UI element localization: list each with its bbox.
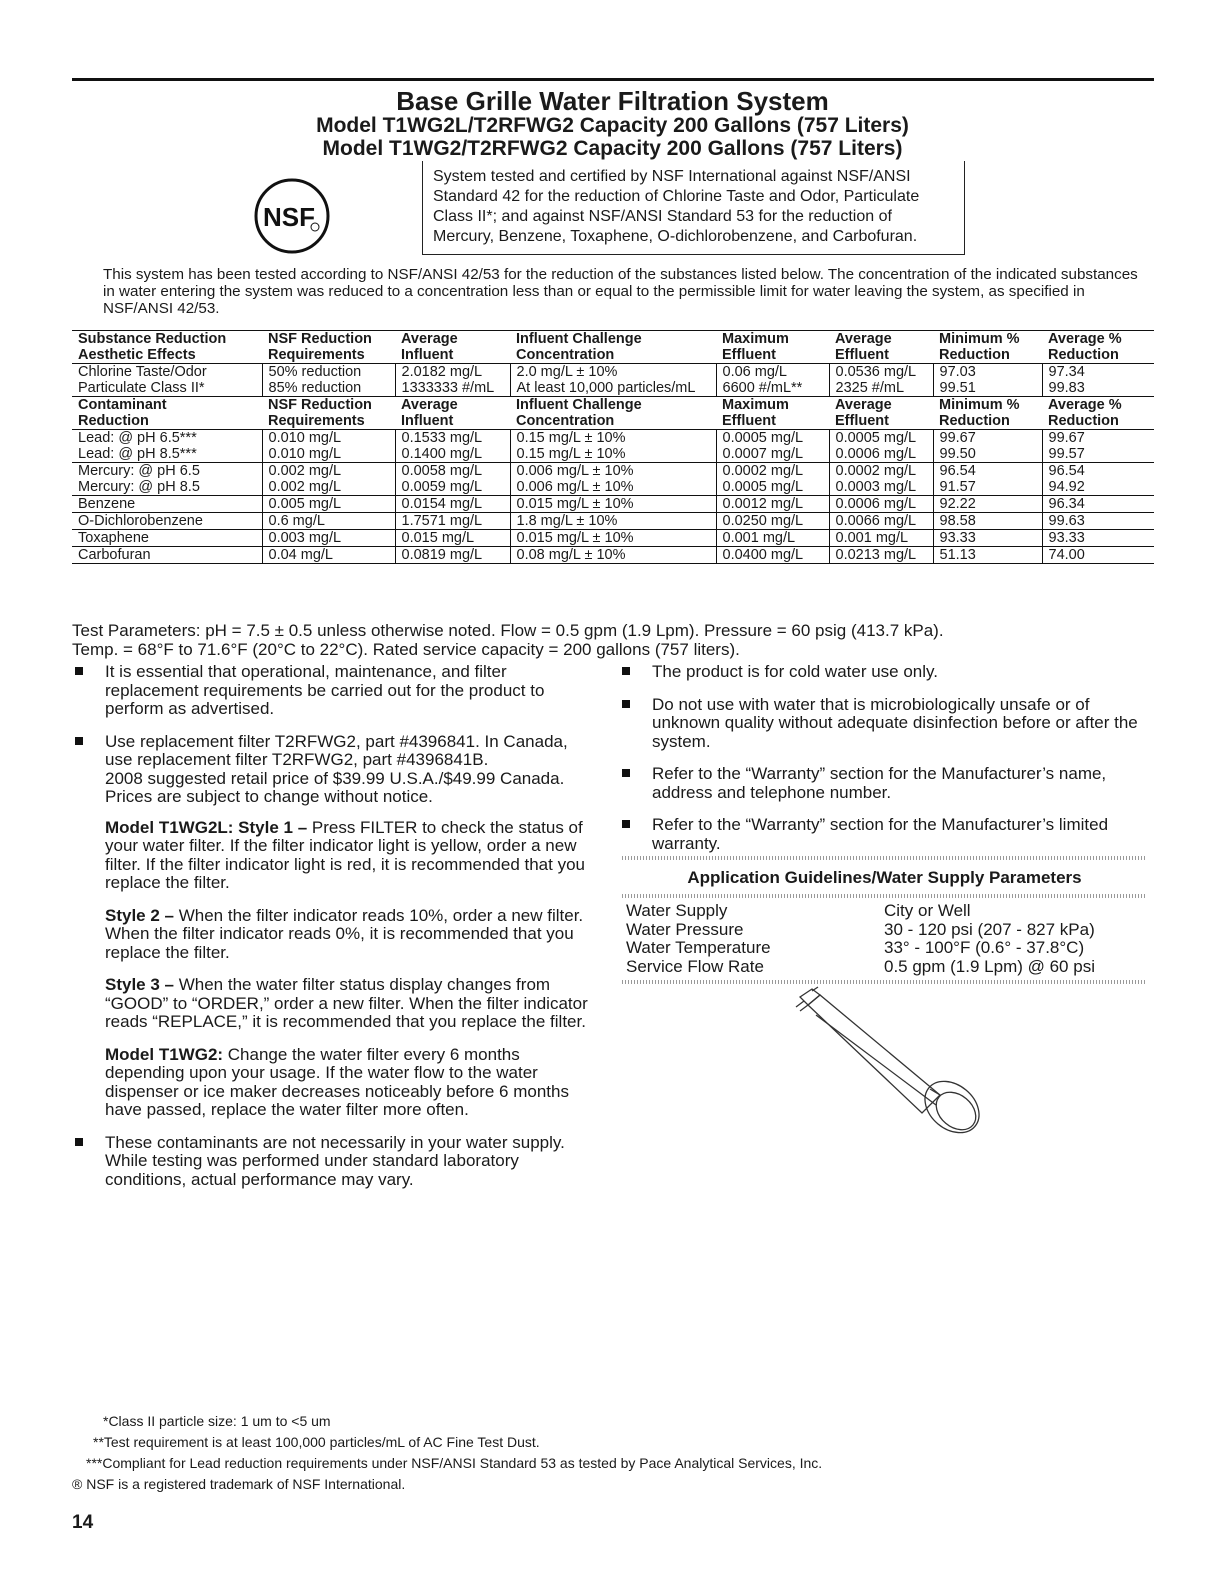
bullet-icon <box>622 769 630 777</box>
table-cell: Chlorine Taste/Odor Particulate Class II* <box>72 364 262 397</box>
style-2-text: When the filter indicator reads 10%, order a new filter. When the filter indicator reads 0%, it is recommended that you replace the filter. <box>105 905 584 962</box>
table-cell: 1.7571 mg/L <box>395 513 510 530</box>
table-cell: 0.0250 mg/L <box>716 513 829 530</box>
parameter-name: Water Supply <box>626 901 728 920</box>
style-1-paragraph <box>75 819 595 893</box>
table-cell: Toxaphene <box>72 530 262 547</box>
style-3-text: When the water filter status display changes from “GOOD” to “ORDER,” order a new filter. When the filter indicator reads “REPLACE,” it is recommended that you replace the filter. <box>105 975 588 1031</box>
table-header-cell: Influent Challenge Concentration <box>510 331 716 364</box>
test-parameters-line-1: Test Parameters: pH = 7.5 ± 0.5 unless otherwise noted. Flow = 0.5 gpm (1.9 Lpm). Pressure = 60 psig (413.7 kPa). <box>72 621 944 640</box>
table-cell: 0.015 mg/L ± 10% <box>510 496 716 513</box>
water-filter-illustration <box>790 985 990 1145</box>
bullet-item <box>75 1134 595 1190</box>
table-row <box>72 547 1154 564</box>
table-cell: 0.015 mg/L <box>395 530 510 547</box>
table-cell: 0.08 mg/L ± 10% <box>510 547 716 564</box>
footnote-trademark: ® NSF is a registered trademark of NSF International. <box>72 1476 406 1492</box>
table-cell: 96.54 91.57 <box>933 463 1042 496</box>
table-header-cell: Maximum Effluent <box>716 331 829 364</box>
bullet-item <box>622 816 1147 853</box>
bullet-text: It is essential that operational, maintenance, and filter replacement requirements be carried out for the product to perform as advertised. <box>105 662 545 718</box>
table-cell: 0.0002 mg/L 0.0003 mg/L <box>829 463 933 496</box>
table-cell: 0.001 mg/L <box>716 530 829 547</box>
table-cell: 1.8 mg/L ± 10% <box>510 513 716 530</box>
table-header-cell: Minimum % Reduction <box>933 397 1042 430</box>
table-row <box>72 513 1154 530</box>
page-number: 14 <box>72 1512 94 1533</box>
table-cell: 51.13 <box>933 547 1042 564</box>
table-cell: Mercury: @ pH 6.5 Mercury: @ pH 8.5 <box>72 463 262 496</box>
application-guidelines-heading: Application Guidelines/Water Supply Parameters <box>687 868 1082 887</box>
table-cell: 97.03 99.51 <box>933 364 1042 397</box>
table-cell: 0.001 mg/L <box>829 530 933 547</box>
table-cell: Benzene <box>72 496 262 513</box>
table-cell: 0.0819 mg/L <box>395 547 510 564</box>
table-header-cell: Maximum Effluent <box>716 397 829 430</box>
bullet-icon <box>75 737 83 745</box>
footnote-1: *Class II particle size: 1 um to <5 um <box>103 1413 331 1429</box>
parameter-row <box>622 958 1147 977</box>
style-3-paragraph <box>75 976 595 1032</box>
right-column <box>622 663 1147 867</box>
page-title: Base Grille Water Filtration System <box>396 86 829 116</box>
table-cell: 2.0 mg/L ± 10% At least 10,000 particles/mL <box>510 364 716 397</box>
table-cell: 0.06 mg/L 6600 #/mL** <box>716 364 829 397</box>
table-row <box>72 496 1154 513</box>
table-cell: 99.67 99.57 <box>1042 430 1154 463</box>
table-cell: 96.54 94.92 <box>1042 463 1154 496</box>
nsf-logo-text: NSF <box>263 202 315 232</box>
parameter-row <box>622 921 1147 940</box>
parameter-name: Water Temperature <box>626 938 771 957</box>
divider <box>622 856 1147 860</box>
table-cell: 0.015 mg/L ± 10% <box>510 530 716 547</box>
table-cell: 0.0213 mg/L <box>829 547 933 564</box>
table-header-cell: Average Effluent <box>829 331 933 364</box>
table-header-cell: Average Influent <box>395 397 510 430</box>
model-t1wg2-label: Model T1WG2: <box>105 1044 228 1064</box>
table-cell: 0.010 mg/L 0.010 mg/L <box>262 430 395 463</box>
table-row <box>72 364 1154 397</box>
left-column <box>75 663 595 1203</box>
application-guidelines <box>622 856 1147 984</box>
parameter-name: Water Pressure <box>626 919 744 939</box>
style-3-label: Style 3 – <box>105 975 179 994</box>
bullet-text: These contaminants are not necessarily in your water supply. While testing was performed under standard laboratory conditions, actual performance may vary. <box>105 1132 565 1189</box>
footnote-2: **Test requirement is at least 100,000 particles/mL of AC Fine Test Dust. <box>93 1434 540 1450</box>
test-parameters-line-2: Temp. = 68°F to 71.6°F (20°C to 22°C). Rated service capacity = 200 gallons (757 liters). <box>72 640 740 659</box>
bullet-item <box>75 733 595 807</box>
table-cell: 0.15 mg/L ± 10% 0.15 mg/L ± 10% <box>510 430 716 463</box>
style-1-label: Model T1WG2L: Style 1 – <box>105 817 312 837</box>
price-note: 2008 suggested retail price of $39.99 U.S.A./$49.99 Canada. Prices are subject to change without notice. <box>105 768 565 806</box>
intro-paragraph: This system has been tested according to NSF/ANSI 42/53 for the reduction of the substances listed below. The concentration of the indicated substances in water entering the system was reduced to a concentration less than or equal to the permissible limit for water leaving the system, as specified in NSF/ANSI 42/53. <box>103 266 1138 317</box>
bullet-item <box>622 663 1147 682</box>
divider <box>622 980 1147 984</box>
table-row <box>72 430 1154 463</box>
table-cell: Lead: @ pH 6.5*** Lead: @ pH 8.5*** <box>72 430 262 463</box>
test-parameters <box>72 621 1154 659</box>
parameter-row <box>622 902 1147 921</box>
table-header-cell: Substance Reduction Aesthetic Effects <box>72 331 262 364</box>
model-subtitle-1: Model T1WG2L/T2RFWG2 Capacity 200 Gallons (757 Liters) <box>316 114 909 137</box>
model-t1wg2-paragraph <box>75 1046 595 1120</box>
top-rule <box>72 78 1154 81</box>
table-header-cell: Average Effluent <box>829 397 933 430</box>
table-cell: 99.67 99.50 <box>933 430 1042 463</box>
bullet-icon <box>75 1138 83 1146</box>
table-header-cell: Minimum % Reduction <box>933 331 1042 364</box>
bullet-item <box>622 765 1147 802</box>
table-cell: 0.0400 mg/L <box>716 547 829 564</box>
bullet-text: Use replacement filter T2RFWG2, part #4396841. In Canada, use replacement filter T2RFWG2, part #4396841B. <box>105 731 568 769</box>
table-row <box>72 463 1154 496</box>
table-cell: 0.0154 mg/L <box>395 496 510 513</box>
parameter-value: 30 - 120 psi (207 - 827 kPa) <box>884 919 1095 939</box>
footnote-3: ***Compliant for Lead reduction requirements under NSF/ANSI Standard 53 as tested by Pace Analytical Services, Inc. <box>86 1455 823 1471</box>
table-header-cell: Average Influent <box>395 331 510 364</box>
style-2-paragraph <box>75 907 595 963</box>
table-cell: 74.00 <box>1042 547 1154 564</box>
table-cell: O-Dichlorobenzene <box>72 513 262 530</box>
reduction-table <box>72 330 1154 564</box>
bullet-text: The product is for cold water use only. <box>652 662 938 681</box>
table-cell: 0.6 mg/L <box>262 513 395 530</box>
table-cell: 0.0005 mg/L 0.0006 mg/L <box>829 430 933 463</box>
table-cell: 0.005 mg/L <box>262 496 395 513</box>
table-cell: 0.006 mg/L ± 10% 0.006 mg/L ± 10% <box>510 463 716 496</box>
table-cell: 0.0006 mg/L <box>829 496 933 513</box>
table-header-cell: Average % Reduction <box>1042 397 1154 430</box>
table-header-cell: NSF Reduction Requirements <box>262 397 395 430</box>
table-header-cell: NSF Reduction Requirements <box>262 331 395 364</box>
bullet-text: Refer to the “Warranty” section for the Manufacturer’s limited warranty. <box>652 815 1109 853</box>
table-cell: 0.003 mg/L <box>262 530 395 547</box>
parameter-row <box>622 939 1147 958</box>
style-1-text: Press FILTER to check the status of your water filter. If the filter indicator light is yellow, order a new filter. If the filter indicator light is red, it is recommended that you replace the filter. <box>105 817 585 892</box>
model-subtitle-2: Model T1WG2/T2RFWG2 Capacity 200 Gallons (757 Liters) <box>322 137 903 160</box>
bullet-item <box>622 696 1147 752</box>
divider <box>622 894 1147 898</box>
table-header-cell: Average % Reduction <box>1042 331 1154 364</box>
bullet-icon <box>75 667 83 675</box>
table-cell: 0.0058 mg/L 0.0059 mg/L <box>395 463 510 496</box>
style-2-label: Style 2 – <box>105 905 179 925</box>
table-cell: 0.0066 mg/L <box>829 513 933 530</box>
table-cell: Carbofuran <box>72 547 262 564</box>
parameter-name: Service Flow Rate <box>626 956 764 976</box>
nsf-logo <box>253 177 331 255</box>
table-cell: 93.33 <box>933 530 1042 547</box>
bullet-icon <box>622 700 630 708</box>
table-row <box>72 530 1154 547</box>
parameter-value: 33° - 100°F (0.6° - 37.8°C) <box>884 938 1085 957</box>
table-cell: 0.0012 mg/L <box>716 496 829 513</box>
model-t1wg2-text: Change the water filter every 6 months depending upon your usage. If the water flow to the water dispenser or ice maker decreases noticeably before 6 months have passed, replace the water filter more often. <box>105 1044 569 1119</box>
table-header-row <box>72 397 1154 430</box>
table-cell: 98.58 <box>933 513 1042 530</box>
table-cell: 0.0002 mg/L 0.0005 mg/L <box>716 463 829 496</box>
table-cell: 96.34 <box>1042 496 1154 513</box>
table-header-cell: Influent Challenge Concentration <box>510 397 716 430</box>
parameter-value: City or Well <box>884 901 971 920</box>
bullet-icon <box>622 667 630 675</box>
bullet-text: Refer to the “Warranty” section for the Manufacturer’s name, address and telephone number. <box>652 764 1107 802</box>
table-header-row <box>72 331 1154 364</box>
table-cell: 93.33 <box>1042 530 1154 547</box>
table-cell: 0.1533 mg/L 0.1400 mg/L <box>395 430 510 463</box>
bullet-item <box>75 663 595 719</box>
certification-box: System tested and certified by NSF International against NSF/ANSI Standard 42 for the reduction of Chlorine Taste and Odor, Particulate Class II*; and against NSF/ANSI Standard 53 for the reduction of Mercury, Benzene, Toxaphene, O-dichlorobenzene, and Carbofuran. <box>422 161 965 255</box>
table-cell: 2.0182 mg/L 1333333 #/mL <box>395 364 510 397</box>
table-cell: 99.63 <box>1042 513 1154 530</box>
table-cell: 0.04 mg/L <box>262 547 395 564</box>
table-header-cell: Contaminant Reduction <box>72 397 262 430</box>
table-cell: 0.002 mg/L 0.002 mg/L <box>262 463 395 496</box>
table-cell: 97.34 99.83 <box>1042 364 1154 397</box>
table-cell: 0.0536 mg/L 2325 #/mL <box>829 364 933 397</box>
table-cell: 92.22 <box>933 496 1042 513</box>
table-cell: 0.0005 mg/L 0.0007 mg/L <box>716 430 829 463</box>
bullet-icon <box>622 820 630 828</box>
parameter-value: 0.5 gpm (1.9 Lpm) @ 60 psi <box>884 956 1095 976</box>
table-cell: 50% reduction 85% reduction <box>262 364 395 397</box>
bullet-text: Do not use with water that is microbiologically unsafe or of unknown quality without adequate disinfection before or after the system. <box>652 694 1138 751</box>
